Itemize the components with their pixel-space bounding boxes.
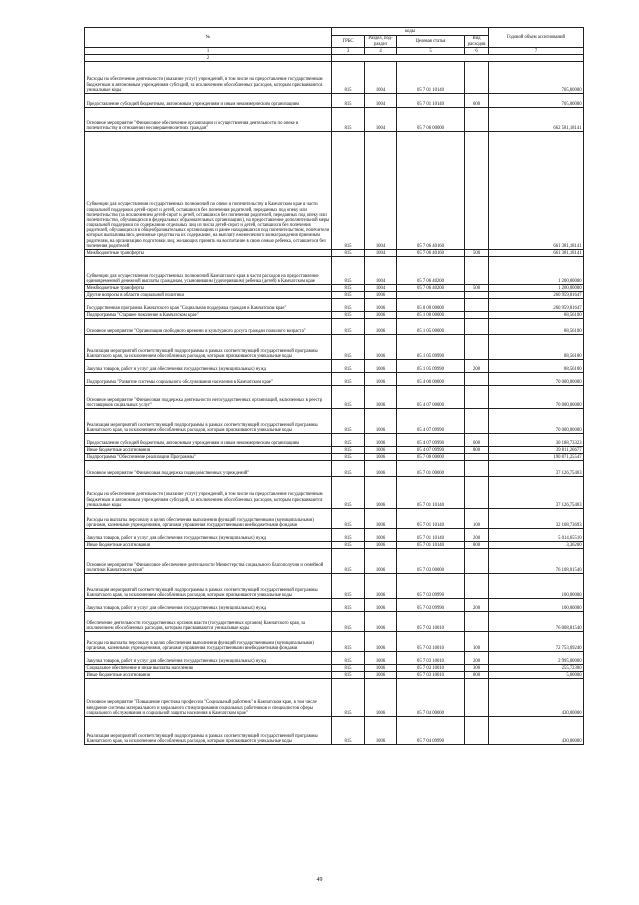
row-target-article: 05 7 06 40160 [397, 132, 465, 250]
row-target-article: 05 7 04 00000 [397, 679, 465, 717]
row-name: Реализация мероприятий соответствующей подпрограммы в рамках соответствующей государственной программы Камчатского края, за исключением обособленных расходов, которым присваиваются уникальные коды [85, 717, 332, 745]
row-target-article: 05 7 06 40200 [397, 285, 465, 292]
row-name: Основное мероприятие "Организация свободного времени и культурного досуга граждан пожилого возраста" [85, 319, 332, 335]
page-number: 49 [316, 877, 323, 883]
row-name: Иные бюджетные ассигнования [85, 672, 332, 679]
row-expense-type [465, 612, 489, 632]
row-name: Социальное обеспечение и иные выплаты населению [85, 665, 332, 672]
row-name: Предоставление субсидий бюджетным, автономным учреждениям и иным некоммерческим организациям [85, 434, 332, 447]
header-codes: коды [332, 28, 489, 36]
table-row [85, 250, 584, 257]
row-amount: 72 753,09240 [489, 632, 584, 652]
row-section: 1006 [365, 652, 397, 665]
row-name: Закупка товаров, работ и услуг для обеспечения государственных (муниципальных) нужд [85, 529, 332, 542]
row-target-article: 05 7 01 00000 [397, 461, 465, 477]
row-grbs: 815 [332, 257, 365, 285]
row-amount: 39 811,26677 [489, 447, 584, 454]
table-row [85, 665, 584, 672]
column-number-spacer [332, 55, 584, 62]
row-expense-type [465, 386, 489, 409]
row-amount: 32 108,73693 [489, 509, 584, 529]
row-expense-type: 600 [465, 434, 489, 447]
header-grbs: ГРБС [332, 36, 365, 48]
row-grbs: 815 [332, 299, 365, 312]
row-grbs: 815 [332, 542, 365, 549]
row-expense-type [465, 299, 489, 312]
row-amount: 76 008,81540 [489, 612, 584, 632]
row-expense-type [465, 461, 489, 477]
row-section: 1004 [365, 108, 397, 132]
row-target-article: 05 1 05 00000 [397, 319, 465, 335]
row-target-article: 05 7 01 10140 [397, 509, 465, 529]
row-amount: 37 126,75403 [489, 461, 584, 477]
row-grbs: 815 [332, 549, 365, 574]
table-row [85, 461, 584, 477]
row-expense-type [465, 409, 489, 434]
row-name: Подпрограмма "Обеспечение реализации Программы" [85, 454, 332, 461]
row-name: Субвенции для осуществления государственных полномочий по опеке и попечительству в Камчатском крае в части социальной поддержки детей-сирот и детей, оставшихся без попечения родителей, переданных под опеку или попечительство (за исключением детей-сирот и детей, оставшихся без попечения родителей, переданных под опеку или попечительство, обучающихся в федеральных образовательных организациях), на предоставление дополнительной меры социальной поддержки по содержанию отдельных лиц из числа детей-сирот и детей, оставшихся без попечения родителей, обучающихся в общеобразовательных организациях и ранее находившихся под попечительством, попечители которых выплачивались денежные средства на их содержание, на выплату ежемесячного вознаграждения приемным родителям, на организацию подготовки лиц, желающих принять на воспитание в свою семью ребенка, оставшегося без попечения родителей [85, 132, 332, 250]
table-row [85, 434, 584, 447]
row-grbs: 815 [332, 285, 365, 292]
row-name: Расходы на обеспечение деятельности (оказание услуг) учреждений, в том числе на предоставление государственным бюджетным и автономным учреждениям субсидий, за исключением обособленных расходов, которым присваиваются уникальные коды [85, 62, 332, 94]
row-amount: 100,00000 [489, 574, 584, 599]
row-grbs: 815 [332, 454, 365, 461]
table-row [85, 509, 584, 529]
table-row [85, 386, 584, 409]
row-section: 1004 [365, 94, 397, 108]
table-row [85, 599, 584, 612]
row-expense-type: 200 [465, 599, 489, 612]
row-name: Государственная программа Камчатского края "Социальная поддержка граждан в Камчатском крае" [85, 299, 332, 312]
row-section: 1006 [365, 454, 397, 461]
row-grbs: 815 [332, 62, 365, 94]
header-expense-type: Вид расходов [465, 36, 489, 48]
row-section: 1006 [365, 477, 397, 509]
table-row [85, 335, 584, 360]
table-row [85, 454, 584, 461]
row-section: 1006 [365, 312, 397, 319]
row-name: Обеспечение деятельности государственных органов власти (государственных органов) Камчатского края, за исключением обособленных расходов, которым присваиваются уникальные коды [85, 612, 332, 632]
column-number: 2 [85, 55, 332, 62]
table-row [85, 679, 584, 717]
row-amount: 1 200,00000 [489, 285, 584, 292]
row-section: 1004 [365, 62, 397, 94]
row-section: 1006 [365, 409, 397, 434]
row-section: 1006 [365, 299, 397, 312]
row-expense-type [465, 335, 489, 360]
row-name: Межбюджетные трансферты [85, 285, 332, 292]
row-section: 1006 [365, 549, 397, 574]
table-row [85, 542, 584, 549]
row-target-article: 05 1 05 09990 [397, 360, 465, 373]
row-target-article: 05 7 03 09990 [397, 599, 465, 612]
row-name: Субвенции для осуществления государственных полномочий Камчатского края в части расходов на предоставление единовременной денежной выплаты гражданам, усыновившим (удочерившим) ребенка (детей) в Камчатском крае [85, 257, 332, 285]
row-target-article: 05 1 05 09990 [397, 335, 465, 360]
row-grbs: 815 [332, 434, 365, 447]
table-row [85, 132, 584, 250]
column-number: 7 [489, 48, 584, 55]
table-row [85, 292, 584, 299]
row-amount: 190 871,25547 [489, 454, 584, 461]
row-section: 1006 [365, 292, 397, 299]
row-expense-type [465, 312, 489, 319]
row-expense-type: 500 [465, 250, 489, 257]
row-target-article: 05 4 07 09990 [397, 434, 465, 447]
row-amount: 661 381,18141 [489, 132, 584, 250]
row-target-article: 05 7 03 00000 [397, 549, 465, 574]
table-row [85, 632, 584, 652]
row-expense-type: 200 [465, 360, 489, 373]
row-grbs: 815 [332, 373, 365, 386]
row-target-article: 05 7 01 10140 [397, 529, 465, 542]
table-row [85, 652, 584, 665]
row-amount: 1 200,00000 [489, 257, 584, 285]
row-target-article: 05 7 01 10140 [397, 477, 465, 509]
table-row [85, 447, 584, 454]
row-section: 1004 [365, 132, 397, 250]
row-target-article: 05 7 03 10010 [397, 672, 465, 679]
row-amount: 88,56100 [489, 319, 584, 335]
row-grbs: 815 [332, 447, 365, 454]
row-target-article: 05 7 03 10010 [397, 632, 465, 652]
row-target-article: 05 4 07 09990 [397, 447, 465, 454]
row-amount: 88,56100 [489, 312, 584, 319]
row-grbs: 815 [332, 612, 365, 632]
row-amount: 430,00000 [489, 717, 584, 745]
row-section: 1006 [365, 632, 397, 652]
row-section: 1006 [365, 434, 397, 447]
row-target-article: 05 7 06 00000 [397, 108, 465, 132]
budget-table [84, 27, 584, 745]
row-grbs: 815 [332, 599, 365, 612]
row-name: Подпрограмма "Старшее поколение в Камчатском крае" [85, 312, 332, 319]
row-section: 1004 [365, 250, 397, 257]
row-grbs: 815 [332, 386, 365, 409]
row-expense-type: 600 [465, 94, 489, 108]
row-expense-type [465, 679, 489, 717]
table-row [85, 574, 584, 599]
row-target-article: 05 7 01 10140 [397, 62, 465, 94]
row-name: Межбюджетные трансферты [85, 250, 332, 257]
row-section: 1006 [365, 335, 397, 360]
row-amount: 705,00000 [489, 94, 584, 108]
row-grbs: 815 [332, 461, 365, 477]
row-section: 1004 [365, 285, 397, 292]
row-expense-type: 800 [465, 447, 489, 454]
table-row [85, 312, 584, 319]
row-target-article: 05 7 03 09990 [397, 574, 465, 599]
column-number-row-2 [85, 55, 584, 62]
row-amount: 5 014,65510 [489, 529, 584, 542]
row-expense-type: 100 [465, 632, 489, 652]
row-target-article: 05 7 06 40160 [397, 250, 465, 257]
row-amount: 70 000,00000 [489, 386, 584, 409]
table-row [85, 549, 584, 574]
row-name: Реализация мероприятий соответствующей подпрограммы в рамках соответствующей государственной программы Камчатского края, за исключением обособленных расходов, которым присваиваются уникальные коды [85, 335, 332, 360]
row-target-article: 05 7 01 10140 [397, 542, 465, 549]
column-number: 1 [85, 48, 332, 55]
row-amount: 260 959,81647 [489, 299, 584, 312]
row-expense-type [465, 108, 489, 132]
row-expense-type [465, 477, 489, 509]
row-name: Основное мероприятие "Финансовое обеспечение деятельности Министерства социального благополучия и семейной политики Камчатского края" [85, 549, 332, 574]
row-expense-type: 800 [465, 542, 489, 549]
row-section: 1006 [365, 679, 397, 717]
row-expense-type [465, 319, 489, 335]
row-section: 1006 [365, 542, 397, 549]
table-row [85, 529, 584, 542]
column-number: 4 [365, 48, 397, 55]
row-target-article: 05 4 07 09990 [397, 409, 465, 434]
row-amount: 70 000,00000 [489, 409, 584, 434]
table-row [85, 477, 584, 509]
row-amount: 260 959,81647 [489, 292, 584, 299]
row-expense-type [465, 292, 489, 299]
table-row [85, 717, 584, 745]
row-expense-type [465, 574, 489, 599]
row-grbs: 815 [332, 665, 365, 672]
table-row [85, 672, 584, 679]
row-section: 1006 [365, 665, 397, 672]
row-target-article: 05 7 00 00000 [397, 454, 465, 461]
row-grbs: 815 [332, 477, 365, 509]
table-row [85, 373, 584, 386]
row-section: 1006 [365, 360, 397, 373]
table-row [85, 285, 584, 292]
row-amount: 70 000,00000 [489, 373, 584, 386]
row-section: 1006 [365, 717, 397, 745]
row-section: 1004 [365, 257, 397, 285]
row-name: Основное мероприятие "Финансовая поддержка деятельности негосударственных организаций, включенных в реестр поставщиков социальных услуг" [85, 386, 332, 409]
row-amount: 88,56100 [489, 360, 584, 373]
row-grbs: 815 [332, 132, 365, 250]
row-grbs: 815 [332, 717, 365, 745]
row-section: 1006 [365, 529, 397, 542]
row-amount: 3,36200 [489, 542, 584, 549]
row-grbs: 815 [332, 292, 365, 299]
table-row [85, 612, 584, 632]
row-amount: 88,56100 [489, 335, 584, 360]
row-target-article: 05 7 06 40200 [397, 257, 465, 285]
row-section: 1006 [365, 447, 397, 454]
row-target-article: 05 4 00 00000 [397, 373, 465, 386]
table-row [85, 94, 584, 108]
row-expense-type [465, 454, 489, 461]
row-name: Реализация мероприятий соответствующей подпрограммы в рамках соответствующей государственной программы Камчатского края, за исключением обособленных расходов, которым присваиваются уникальные коды [85, 574, 332, 599]
row-expense-type: 800 [465, 672, 489, 679]
row-amount: 30 188,73323 [489, 434, 584, 447]
column-number: 3 [332, 48, 365, 55]
row-grbs: 815 [332, 108, 365, 132]
row-expense-type [465, 373, 489, 386]
row-amount: 2 995,00000 [489, 652, 584, 665]
row-grbs: 815 [332, 679, 365, 717]
row-section: 1006 [365, 319, 397, 335]
row-amount: 76 108,81540 [489, 549, 584, 574]
row-grbs: 815 [332, 312, 365, 319]
row-target-article: 05 7 01 10140 [397, 94, 465, 108]
row-name: Основное мероприятие "Финансовое обеспечение организации и осуществления деятельности по опеке и попечительству в отношении несовершеннолетних граждан" [85, 108, 332, 132]
row-name: Расходы на выплаты персоналу в целях обеспечения выполнения функций государственными (муниципальными) органами, казенными учреждениями, органами управления государственными внебюджетными фондами [85, 509, 332, 529]
row-expense-type [465, 549, 489, 574]
row-name: Расходы на обеспечение деятельности (оказание услуг) учреждений, в том числе на предоставление государственным бюджетным и автономным учреждениям субсидий, за исключением обособленных расходов, которым присваиваются уникальные коды [85, 477, 332, 509]
row-section: 1006 [365, 386, 397, 409]
row-amount: 430,00000 [489, 679, 584, 717]
row-expense-type [465, 717, 489, 745]
row-amount: 255,72300 [489, 665, 584, 672]
row-amount: 100,00000 [489, 599, 584, 612]
row-expense-type: 200 [465, 652, 489, 665]
row-grbs: 815 [332, 672, 365, 679]
table-row [85, 108, 584, 132]
row-section: 1006 [365, 599, 397, 612]
row-name: Закупка товаров, работ и услуг для обеспечения государственных (муниципальных) нужд [85, 360, 332, 373]
row-grbs: 815 [332, 574, 365, 599]
row-expense-type [465, 132, 489, 250]
row-amount: 37 126,75403 [489, 477, 584, 509]
table-row [85, 299, 584, 312]
row-name: Подпрограмма "Развитие системы социального обслуживания населения в Камчатском крае" [85, 373, 332, 386]
row-name: Расходы на выплаты персоналу в целях обеспечения выполнения функций государственными (муниципальными) органами, казенными учреждениями, органами управления государственными внебюджетными фондами [85, 632, 332, 652]
header-target-article: Целевая статья [397, 36, 465, 48]
row-expense-type [465, 62, 489, 94]
row-section: 1006 [365, 672, 397, 679]
row-grbs: 815 [332, 509, 365, 529]
column-number: 6 [465, 48, 489, 55]
row-name: Иные бюджетные ассигнования [85, 447, 332, 454]
row-amount: 705,00000 [489, 62, 584, 94]
row-section: 1006 [365, 612, 397, 632]
column-number: 5 [397, 48, 465, 55]
row-name: Основное мероприятие "Повышение престижа профессии "Социальный работник" в Камчатском крае, в том числе внедрение системы материального и морального стимулирования социальных работников и специалистов сферы социального обслуживания и социальной защиты населения в Камчатском крае" [85, 679, 332, 717]
row-target-article: 05 0 00 00000 [397, 299, 465, 312]
row-target-article: 05 7 04 09990 [397, 717, 465, 745]
row-grbs: 815 [332, 632, 365, 652]
row-name: Другие вопросы в области социальной политики [85, 292, 332, 299]
row-target-article: 05 7 03 10010 [397, 652, 465, 665]
row-grbs: 815 [332, 250, 365, 257]
table-row [85, 409, 584, 434]
header-section: Раздел, под-раздел [365, 36, 397, 48]
table-row [85, 257, 584, 285]
row-target-article: 05 4 07 00000 [397, 386, 465, 409]
row-amount: 661 381,18141 [489, 250, 584, 257]
row-grbs: 815 [332, 409, 365, 434]
row-expense-type: 100 [465, 509, 489, 529]
row-section: 1006 [365, 574, 397, 599]
table-row [85, 360, 584, 373]
row-target-article: 05 7 03 10010 [397, 612, 465, 632]
row-grbs: 815 [332, 529, 365, 542]
row-name: Закупка товаров, работ и услуг для обеспечения государственных (муниципальных) нужд [85, 652, 332, 665]
row-amount: 662 581,18141 [489, 108, 584, 132]
row-grbs: 815 [332, 652, 365, 665]
row-name: Иные бюджетные ассигнования [85, 542, 332, 549]
row-target-article: 05 1 00 00000 [397, 312, 465, 319]
row-amount: 5,00000 [489, 672, 584, 679]
row-target-article [397, 292, 465, 299]
row-grbs: 815 [332, 319, 365, 335]
table-row [85, 319, 584, 335]
header-amount: Годовой объем ассигнований [489, 28, 584, 48]
budget-table-body [85, 62, 584, 745]
row-expense-type: 500 [465, 285, 489, 292]
row-section: 1006 [365, 373, 397, 386]
row-name: Закупка товаров, работ и услуг для обеспечения государственных (муниципальных) нужд [85, 599, 332, 612]
row-grbs: 815 [332, 335, 365, 360]
row-expense-type [465, 257, 489, 285]
row-section: 1006 [365, 461, 397, 477]
row-expense-type: 300 [465, 665, 489, 672]
row-grbs: 815 [332, 360, 365, 373]
row-grbs: 815 [332, 94, 365, 108]
row-name: Основное мероприятие "Финансовая поддержка подведомственных учреждений" [85, 461, 332, 477]
row-name: Предоставление субсидий бюджетным, автономным учреждениям и иным некоммерческим организациям [85, 94, 332, 108]
row-target-article: 05 7 03 10010 [397, 665, 465, 672]
row-name: Реализация мероприятий соответствующей подпрограммы в рамках соответствующей государственной программы Камчатского края, за исключением обособленных расходов, которым присваиваются уникальные коды [85, 409, 332, 434]
table-row [85, 62, 584, 94]
row-expense-type: 200 [465, 529, 489, 542]
header-no: № [85, 28, 332, 48]
column-number-row [85, 48, 584, 55]
row-section: 1006 [365, 509, 397, 529]
